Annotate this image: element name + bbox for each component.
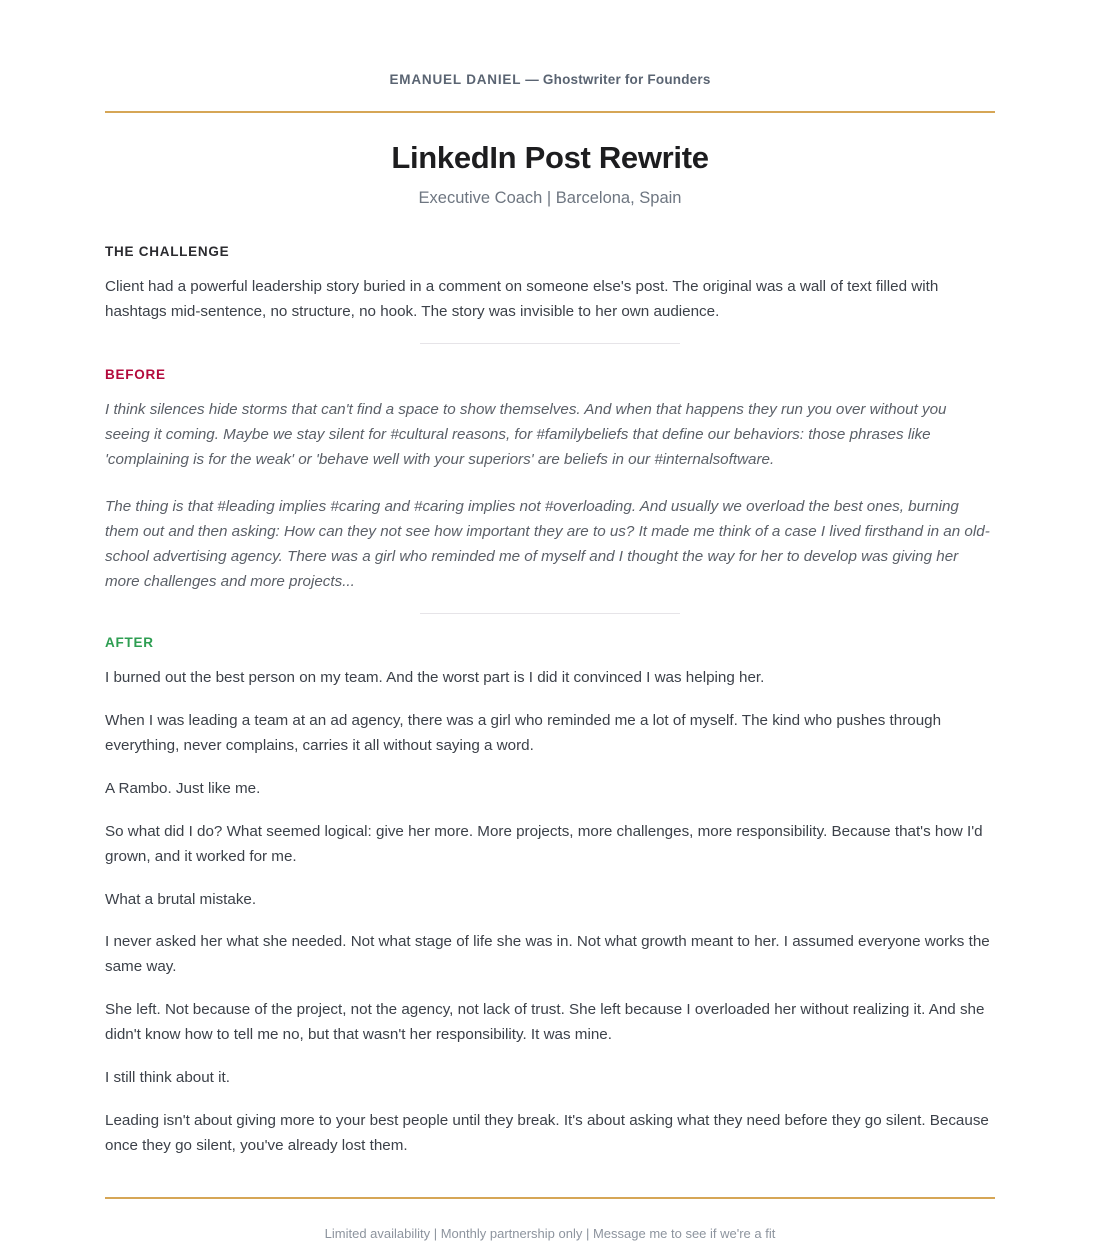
- after-paragraph: What a brutal mistake.: [105, 890, 257, 908]
- masthead-separator: —: [521, 72, 543, 87]
- after-paragraph: So what did I do? What seemed logical: give her more. More projects, more challenges, more responsibility. Because that's how I'd grown, and it worked for me.: [105, 822, 983, 865]
- section-heading-before: BEFORE: [105, 367, 166, 383]
- before-paragraph: I think silences hide storms that can't find a space to show themselves. And when that happens they run you over without you seeing it coming. Maybe we stay silent for #cultural reasons, for #familybeliefs that define our behaviors: those phrases like 'complaining is for the weak' or 'behave well with your superiors' are beliefs in our #internalsoftware.: [105, 401, 947, 469]
- after-paragraph: When I was leading a team at an ad agency, there was a girl who reminded me a lot of myself. The kind who pushes through everything, never complains, carries it all without saying a word.: [105, 711, 942, 754]
- before-paragraph: The thing is that #leading implies #caring and #caring implies not #overloading. And usually we overload the best ones, burning them out and then asking: How can they not see how important they are to us? It made me think of a case I lived firsthand in an old-school advertising agency. There was a girl who reminded me of myself and I thought the way for her to develop was giving her more challenges and more projects...: [105, 498, 990, 590]
- section-heading-challenge: THE CHALLENGE: [105, 244, 230, 260]
- page-title: LinkedIn Post Rewrite: [391, 140, 709, 176]
- after-paragraph: I burned out the best person on my team. And the worst part is I did it convinced I was helping her.: [105, 669, 765, 687]
- spacer: [105, 344, 995, 367]
- spacer: [105, 614, 995, 635]
- page-subtitle: Executive Coach | Barcelona, Spain: [418, 189, 682, 208]
- after-paragraph: I never asked her what she needed. Not what stage of life she was in. Not what growth meant to her. I assumed everyone works the same way.: [105, 933, 990, 976]
- section-challenge: [105, 209, 995, 325]
- masthead: [105, 0, 995, 88]
- section-before: [105, 367, 995, 595]
- after-paragraph: Leading isn't about giving more to your best people until they break. It's about asking what they need before they go silent. Because once they go silent, you've already lost them.: [105, 1112, 989, 1155]
- footer-text: Limited availability | Monthly partnership only | Message me to see if we're a fit: [324, 1225, 776, 1241]
- section-heading-after: AFTER: [105, 634, 154, 650]
- after-paragraph: She left. Not because of the project, not the agency, not lack of trust. She left because I overloaded her without realizing it. And she didn't know how to tell me no, but that wasn't her responsibility. It was mine.: [105, 1001, 985, 1044]
- masthead-line: [105, 72, 995, 88]
- masthead-tagline: Ghostwriter for Founders: [542, 72, 711, 87]
- after-paragraph: I still think about it.: [105, 1069, 230, 1087]
- masthead-author-name: EMANUEL DANIEL: [389, 72, 522, 87]
- section-after: [105, 635, 995, 1159]
- after-paragraph: A Rambo. Just like me.: [105, 779, 261, 797]
- challenge-body: Client had a powerful leadership story buried in a comment on someone else's post. The original was a wall of text filled with hashtags mid-sentence, no structure, no hook. The story was invisible to her own audience.: [105, 278, 939, 321]
- footer-gold-divider: [105, 1197, 995, 1199]
- title-block: [105, 113, 995, 209]
